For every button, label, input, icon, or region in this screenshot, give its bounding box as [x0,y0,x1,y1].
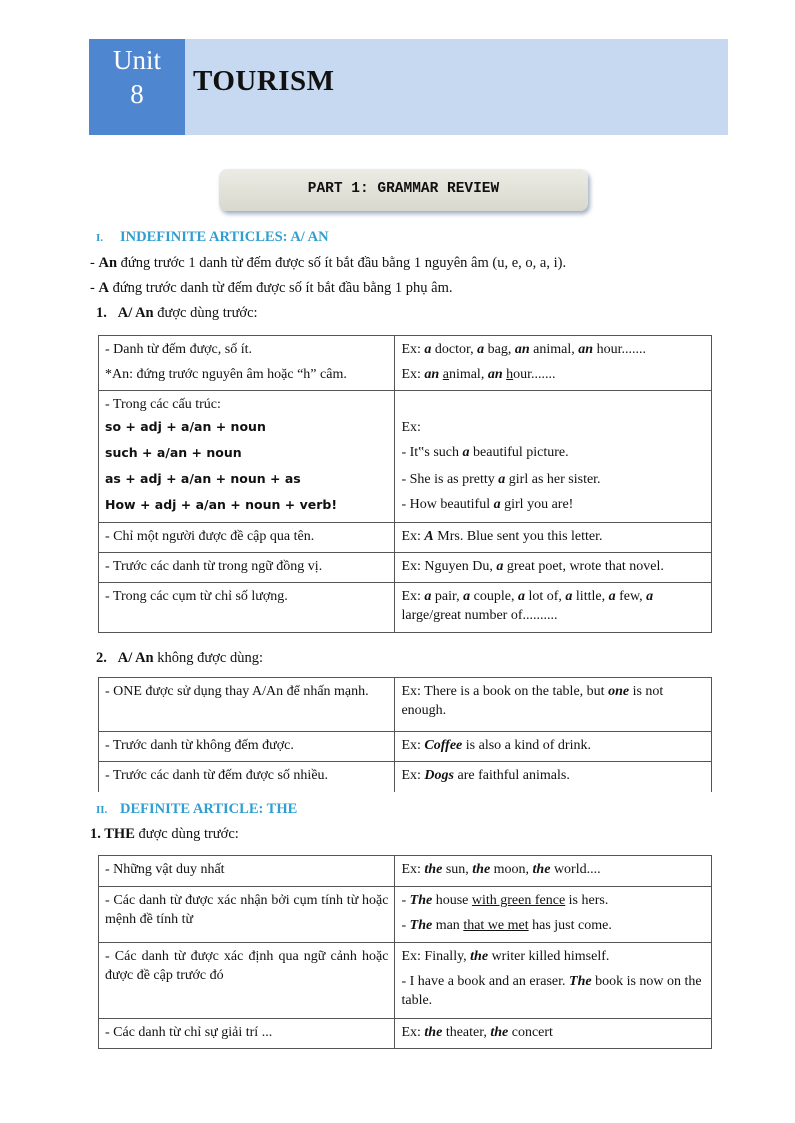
table-row: - Trước các danh từ trong ngữ đồng vị. Ex: Nguyen Du, a great poet, wrote that novel. [99,553,712,583]
section-heading-indefinite: I. INDEFINITE ARTICLES: A/ AN [96,229,329,245]
subheading-the-used: 1. THE được dùng trước: [90,826,239,842]
rule-a: - A đứng trước danh từ đếm được số ít bắt đầu bằng 1 phụ âm. [90,280,453,296]
table-row: - Các danh từ được xác nhận bởi cụm tính từ hoặc mệnh đề tính từ - The house with green fence is hers. - The man that we met has just come. [99,887,712,943]
table-row: - Các danh từ được xác định qua ngữ cảnh hoặc được đề cập trước đó Ex: Finally, the writer killed himself. - I have a book and an eraser. The book is now on the table. [99,943,712,1019]
table-row: - Trước danh từ không đếm được. Ex: Coffee is also a kind of drink. [99,732,712,762]
unit-header [89,39,728,135]
rule-an: - An đứng trước 1 danh từ đếm được số ít bắt đầu bằng 1 nguyên âm (u, e, o, a, i). [90,255,567,271]
table-row: - Trước các danh từ đếm được số nhiều. Ex: Dogs are faithful animals. [99,762,712,792]
unit-number: 8 [130,79,144,109]
subheading-used-before: 1. A/ An được dùng trước: [96,305,258,321]
part-label: PART 1: GRAMMAR REVIEW [219,169,588,211]
table-row: - Các danh từ chỉ sự giải trí ... Ex: the theater, the concert [99,1019,712,1049]
section-heading-definite: II. DEFINITE ARTICLE: THE [96,801,298,817]
unit-number-box [89,39,185,135]
table-row: - ONE được sử dụng thay A/An để nhấn mạnh. Ex: There is a book on the table, but one is not enough. [99,678,712,732]
table-row: - Trong các cấu trúc: so + adj + a/an + noun such + a/an + noun as + adj + a/an + noun + as How + adj + a/an + noun + verb! Ex: - It‟s such a beautiful picture. - She is as pretty a girl as her sister. - How beautiful a girl you are! [99,391,712,523]
subheading-not-used: 2. A/ An không được dùng: [96,650,263,666]
table-row: - Chỉ một người được đề cập qua tên. Ex: A Mrs. Blue sent you this letter. [99,523,712,553]
table-row: - Trong các cụm từ chỉ số lượng. Ex: a pair, a couple, a lot of, a little, a few, a large/great number of.......... [99,583,712,633]
table-a-an-used [98,335,712,633]
table-row: - Danh từ đếm được, số ít. *An: đứng trước nguyên âm hoặc “h” câm. Ex: a doctor, a bag, an animal, an hour....... Ex: an animal, an hour....... [99,336,712,391]
table-a-an-not-used [98,677,712,792]
table-row: - Những vật duy nhất Ex: the sun, the moon, the world.... [99,856,712,887]
table-the-used [98,855,712,1049]
unit-word: Unit [112,45,161,75]
unit-title: TOURISM [193,65,335,97]
